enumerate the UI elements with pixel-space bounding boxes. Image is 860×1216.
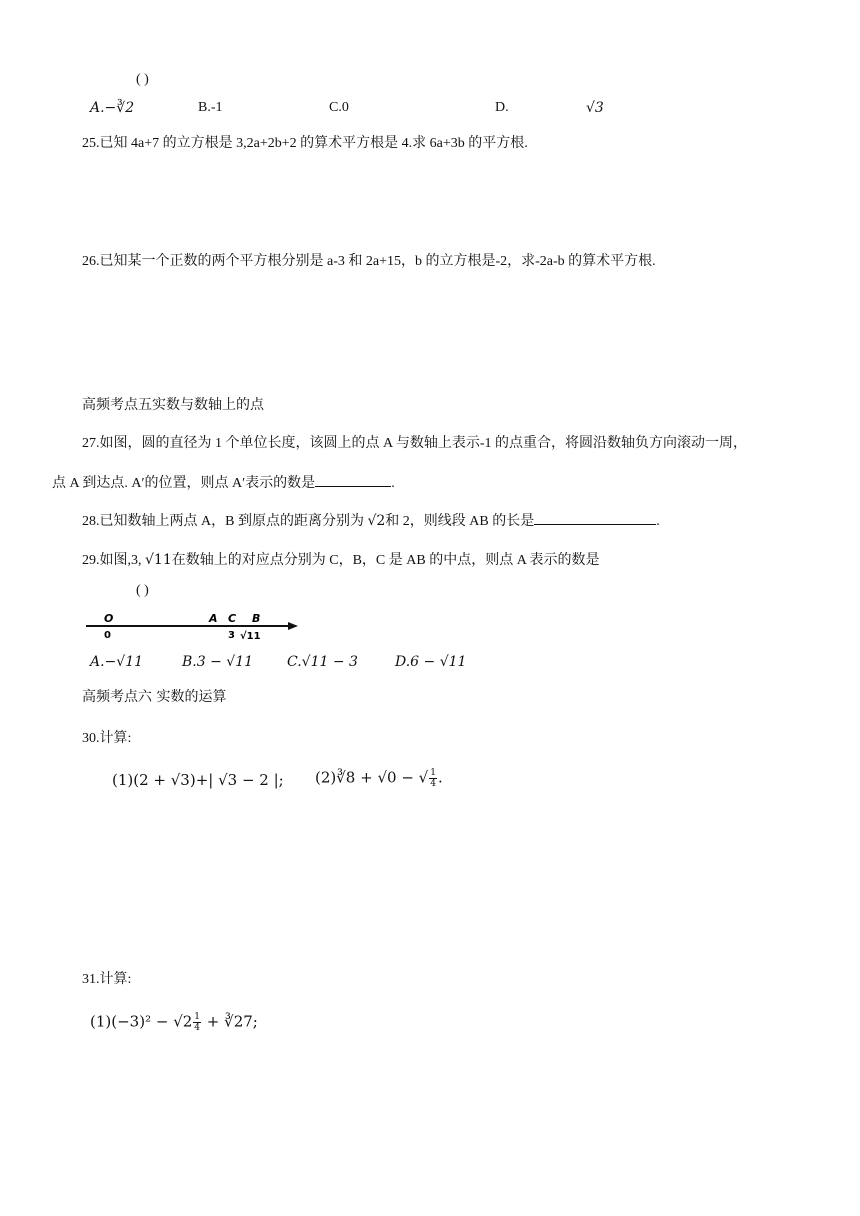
- q29-option-d: D.6 − √11: [395, 654, 467, 670]
- question-25: 25.已知 4a+7 的立方根是 3,2a+2b+2 的算术平方根是 4.求 6a+3b 的平方根.: [82, 136, 528, 151]
- number-line-arrow: [288, 622, 298, 630]
- q30-part-2-end: .: [437, 768, 443, 787]
- sqrt-2: √2: [367, 513, 386, 529]
- question-28: [82, 510, 660, 530]
- question-29-text-a: 29.如图,3,: [82, 553, 142, 568]
- tick-3: 3: [228, 630, 235, 641]
- q29-option-a: A.−√11: [90, 654, 144, 670]
- question-27-line-2: [52, 472, 395, 492]
- question-28-end: .: [656, 514, 660, 529]
- question-27-text: 点 A 到达点. A′的位置，则点 A′表示的数是: [52, 476, 316, 491]
- label-C: C: [228, 612, 237, 625]
- fraction-one-quarter: $\frac{1}{4}$: [194, 1012, 201, 1033]
- question-31-heading: 31.计算:: [82, 972, 132, 987]
- question-27-line-1: 27.如图，圆的直径为 1 个单位长度，该圆上的点 A 与数轴上表示-1 的点重合，将圆沿数轴负方向滚动一周，: [82, 436, 747, 451]
- section-5-title: 高频考点五实数与数轴上的点: [82, 397, 264, 413]
- q30-part-2-expr: (2)∛8 + √0 −: [315, 768, 419, 787]
- answer-blank-27[interactable]: [315, 474, 391, 487]
- tick-sqrt11: √11: [240, 631, 261, 642]
- q29-answer-paren: ( ): [136, 583, 149, 598]
- question-28-text-b: 和 2，则线段 AB 的长是: [385, 514, 535, 529]
- q24-option-d-value: √3: [586, 100, 604, 116]
- question-28-text-a: 28.已知数轴上两点 A，B 到原点的距离分别为: [82, 514, 364, 529]
- mixed-whole: 2: [182, 1012, 193, 1031]
- question-29-text-b: 在数轴上的对应点分别为 C，B，C 是 AB 的中点，则点 A 表示的数是: [171, 553, 600, 568]
- question-30-heading: 30.计算:: [82, 731, 132, 746]
- q30-part-1: (1)(2 + √3)+| √3 − 2 |;: [112, 771, 284, 789]
- q30-part-2: [315, 768, 443, 789]
- q29-option-c: C.√11 − 3: [287, 654, 358, 670]
- q31-part-1-expr: (1)(−3)² −: [90, 1012, 174, 1031]
- number-line-figure: [80, 608, 310, 644]
- answer-blank-28[interactable]: [534, 512, 656, 525]
- question-29: [82, 549, 600, 569]
- label-O: O: [104, 612, 114, 625]
- question-26: 26.已知某一个正数的两个平方根分别是 a-3 和 2a+15，b 的立方根是-2，求-2a-b 的算术平方根.: [82, 254, 656, 269]
- sqrt-symbol: √: [418, 768, 429, 787]
- q24-option-d: D.: [495, 100, 509, 115]
- fraction-one-quarter: $\frac{1}{4}$: [430, 768, 436, 789]
- q24-option-b: B.-1: [198, 100, 223, 115]
- q29-option-b: B.3 − √11: [182, 654, 254, 670]
- q31-part-1: [90, 1012, 258, 1033]
- section-6-title: 高频考点六 实数的运算: [82, 689, 227, 705]
- q31-part-1-end: + ∛27;: [202, 1012, 258, 1031]
- number-line-svg: [80, 608, 310, 644]
- sqrt-11: √11: [145, 552, 172, 568]
- sqrt-symbol: √: [173, 1012, 183, 1031]
- label-B: B: [252, 612, 261, 625]
- tick-0: 0: [104, 630, 111, 641]
- question-27-end: .: [391, 476, 395, 491]
- label-A: A: [209, 612, 218, 625]
- q24-option-a: A.−∛2: [90, 100, 135, 116]
- q24-option-c: C.0: [329, 100, 349, 115]
- q24-answer-paren: ( ): [136, 72, 149, 87]
